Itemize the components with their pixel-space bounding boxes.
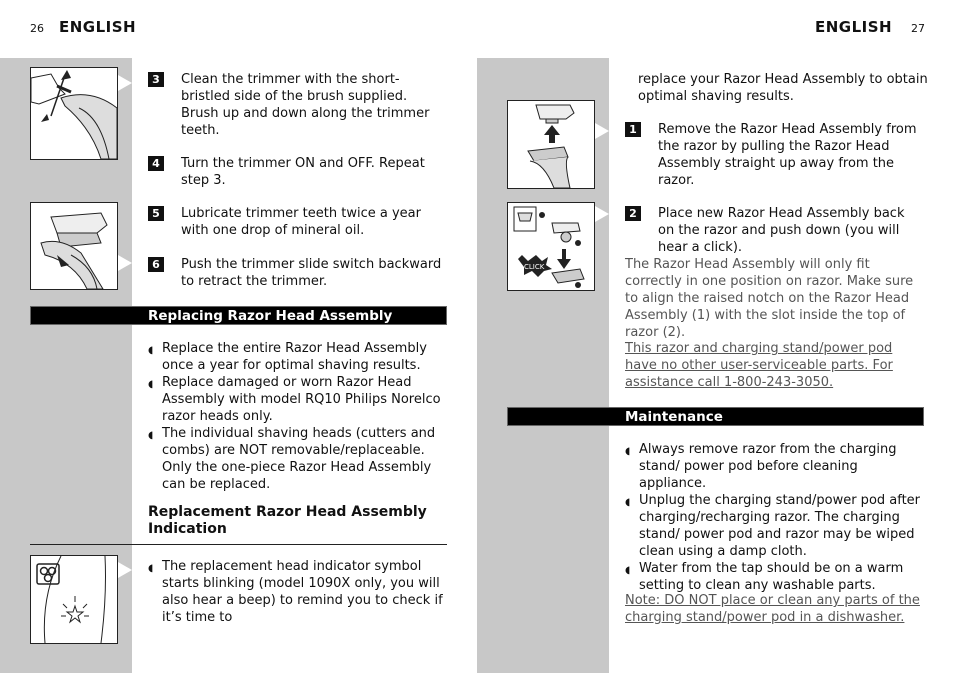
step-5-text: Lubricate trimmer teeth twice a year with one drop of mineral oil.: [181, 206, 421, 238]
bullet-text: Always remove razor from the charging stand/ power pod before cleaning appliance.: [639, 442, 897, 491]
fit-note: The Razor Head Assembly will only fit correctly in one position on razor. Make sure to align the raised notch on the Razor Head Assembly (1) with the slot inside the top of razor (2).: [625, 257, 914, 340]
list-item: [625, 441, 925, 492]
section-bar-maintenance: Maintenance: [507, 407, 924, 426]
list-item: [625, 560, 925, 594]
bullet-icon: ◖: [148, 563, 154, 574]
service-note-text: This razor and charging stand/power pod have no other user-serviceable parts. For assistance call 1-800-243-3050.: [625, 341, 893, 390]
step-1-text: Remove the Razor Head Assembly from the razor by pulling the Razor Head Assembly straight up away from the razor.: [658, 122, 917, 188]
bullet-icon: ◖: [148, 430, 154, 441]
bullet-icon: ◖: [625, 565, 631, 576]
step-2-text: Place new Razor Head Assembly back on the razor and push down (you will hear a click).: [658, 206, 905, 255]
right-page-number: 27: [911, 22, 925, 35]
pointer-arrow: [118, 562, 132, 578]
left-page-number: 26: [30, 22, 44, 35]
step-6-text: Push the trimmer slide switch backward to retract the trimmer.: [181, 257, 442, 289]
dishwasher-note: [625, 592, 925, 626]
place-head-illustration: [507, 202, 595, 291]
bullet-text: Unplug the charging stand/power pod after charging/recharging razor. The charging stand/ power pod and razor may be wiped clean using a damp cloth.: [639, 493, 921, 559]
list-item: [148, 558, 448, 626]
remove-head-illustration: [507, 100, 595, 189]
bullet-text: The replacement head indicator symbol starts blinking (model 1090X only, you will also hear a beep) to remind you to check if it’s time to: [162, 559, 443, 625]
divider: [30, 544, 447, 545]
list-item: [148, 425, 448, 493]
bullet-icon: ◖: [625, 446, 631, 457]
bullet-icon: ◖: [625, 497, 631, 508]
step-3-number: 3: [148, 72, 164, 87]
indicator-bullet: [148, 558, 448, 626]
step-5-number: 5: [148, 206, 164, 221]
indication-subheading: Replacement Razor Head Assembly Indication: [148, 504, 427, 537]
service-note: [625, 340, 925, 391]
replacement-indicator-illustration: [30, 555, 118, 644]
list-item: [148, 374, 448, 425]
pointer-arrow: [118, 75, 132, 91]
bullet-icon: ◖: [148, 345, 154, 356]
step-2-number: 2: [625, 206, 641, 221]
bullet-text: Replace the entire Razor Head Assembly once a year for optimal shaving results.: [162, 341, 427, 373]
step-3-text: Clean the trimmer with the short-bristled side of the brush supplied. Brush up and down along the trimmer teeth.: [181, 72, 430, 138]
step-1-number: 1: [625, 122, 641, 137]
lubricate-trimmer-illustration: [30, 202, 118, 290]
trimmer-brush-illustration: [30, 67, 118, 160]
intro-text: replace your Razor Head Assembly to obtain optimal shaving results.: [638, 72, 928, 104]
click-label: CLICK: [524, 263, 545, 271]
replacing-bullet-list: [148, 340, 448, 493]
left-header: ENGLISH: [59, 18, 137, 36]
step-4-number: 4: [148, 156, 164, 171]
bullet-text: The individual shaving heads (cutters and combs) are NOT removable/replaceable. Only the one-piece Razor Head Assembly can be replaced.: [162, 426, 436, 492]
bullet-icon: ◖: [148, 379, 154, 390]
step-6-number: 6: [148, 257, 164, 272]
list-item: [625, 492, 925, 560]
dishwasher-note-text: Note: DO NOT place or clean any parts of the charging stand/power pod in a dishwasher.: [625, 593, 920, 625]
pointer-arrow: [595, 123, 609, 139]
right-header: ENGLISH: [815, 18, 893, 36]
maintenance-bullet-list: [625, 441, 925, 594]
section-bar-replacing: Replacing Razor Head Assembly: [30, 306, 447, 325]
pointer-arrow: [118, 255, 132, 271]
list-item: [148, 340, 448, 374]
pointer-arrow: [595, 206, 609, 222]
bullet-text: Water from the tap should be on a warm setting to clean any washable parts.: [639, 561, 904, 593]
step-4-text: Turn the trimmer ON and OFF. Repeat step 3.: [181, 156, 425, 188]
bullet-text: Replace damaged or worn Razor Head Assembly with model RQ10 Philips Norelco razor heads only.: [162, 375, 441, 424]
